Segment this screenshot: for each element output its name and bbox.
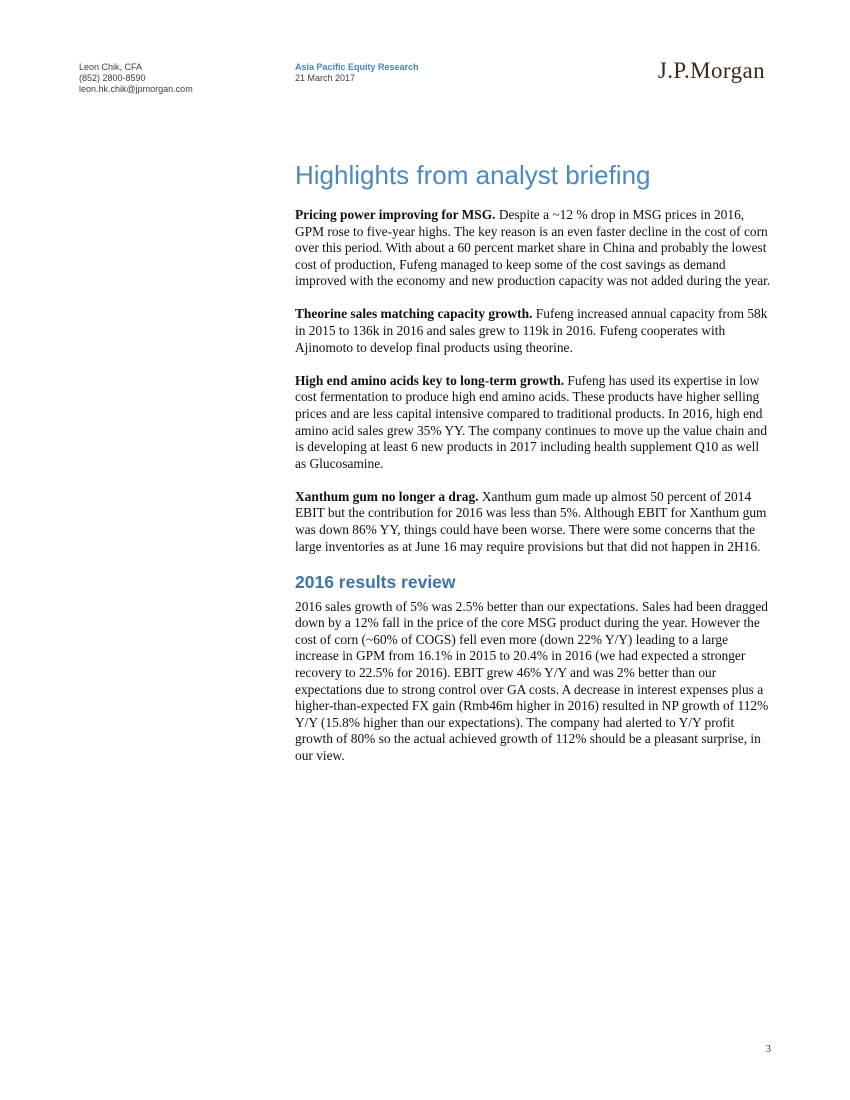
paragraph-pricing-power	[295, 207, 773, 290]
analyst-phone: (852) 2800-8590	[79, 73, 146, 84]
paragraph-body: Despite a ~12 % drop in MSG prices in 2016, GPM rose to five-year highs. The key reason is an even faster decline in the cost of corn over this period. With about a 60 percent market share in China and probably the lowest cost of production, Fufeng managed to keep some of the cost savings as demand improved with the economy and new production capacity was not added during the year.	[295, 207, 771, 289]
paragraph-lead: High end amino acids key to long-term growth.	[295, 372, 565, 388]
paragraph-body: Fufeng increased annual capacity from 58k in 2015 to 136k in 2016 and sales grew to 119k in 2016. Fufeng cooperates with Ajinomoto to develop final products using theorine.	[295, 306, 768, 355]
paragraph-lead: Xanthum gum no longer a drag.	[295, 488, 479, 504]
research-division-label: Asia Pacific Equity Research	[295, 62, 419, 72]
section-heading-2016-results: 2016 results review	[295, 571, 456, 592]
paragraph-body: Fufeng has used its expertise in low cost fermentation to produce high end amino acids. These products have higher selling prices and are less capital intensive compared to traditional products. In 2016, high end amino acid sales grew 35% YY. The company continues to move up the value chain and is developing at least 6 new products in 2017 including health supplement Q10 as well as Glucosamine.	[295, 372, 768, 471]
paragraph-xanthum-gum	[295, 489, 773, 555]
analyst-contact-block	[79, 62, 193, 96]
report-date: 21 March 2017	[295, 73, 356, 84]
paragraph-results-review: 2016 sales growth of 5% was 2.5% better than our expectations. Sales had been dragged down by a 12% fall in the price of the core MSG product during the year. However the cost of corn (~60% of COGS) fell even more (down 22% Y/Y) leading to a large increase in GPM from 16.1% in 2015 to 20.4% in 2016 (we had expected a stronger recovery to 22.5% for 2016). EBIT grew 46% Y/Y and was 2% better than our expectations due to strong control over GA costs. A decrease in interest expenses plus a higher-than-expected FX gain (Rmb46m higher in 2016) resulted in NP growth of 112% Y/Y (15.8% higher than our expectations). The company had alerted to Y/Y profit growth of 80% so the actual achieved growth of 112% should be a pleasant surprise, in our view.	[295, 598, 769, 764]
paragraph-theorine-sales	[295, 306, 773, 356]
paragraph-body: Xanthum gum made up almost 50 percent of 2014 EBIT but the contribution for 2016 was less than 5%. Although EBIT for Xanthum gum was down 86% YY, things could have been worse. There were some concerns that the large inventories as at June 16 may require provisions but that did not happen in 2H16.	[295, 488, 767, 554]
page-title: Highlights from analyst briefing	[295, 160, 651, 190]
analyst-name: Leon Chik, CFA	[79, 62, 143, 72]
paragraph-lead: Theorine sales matching capacity growth.	[295, 306, 533, 322]
paragraph-lead: Pricing power improving for MSG.	[295, 207, 496, 222]
analyst-email: leon.hk.chik@jpmorgan.com	[79, 84, 193, 95]
page-number: 3	[765, 1044, 771, 1055]
jpmorgan-logo: J.P.Morgan	[657, 58, 765, 83]
research-header-block	[295, 62, 419, 84]
paragraph-amino-acids	[295, 373, 773, 473]
main-content	[295, 160, 773, 781]
